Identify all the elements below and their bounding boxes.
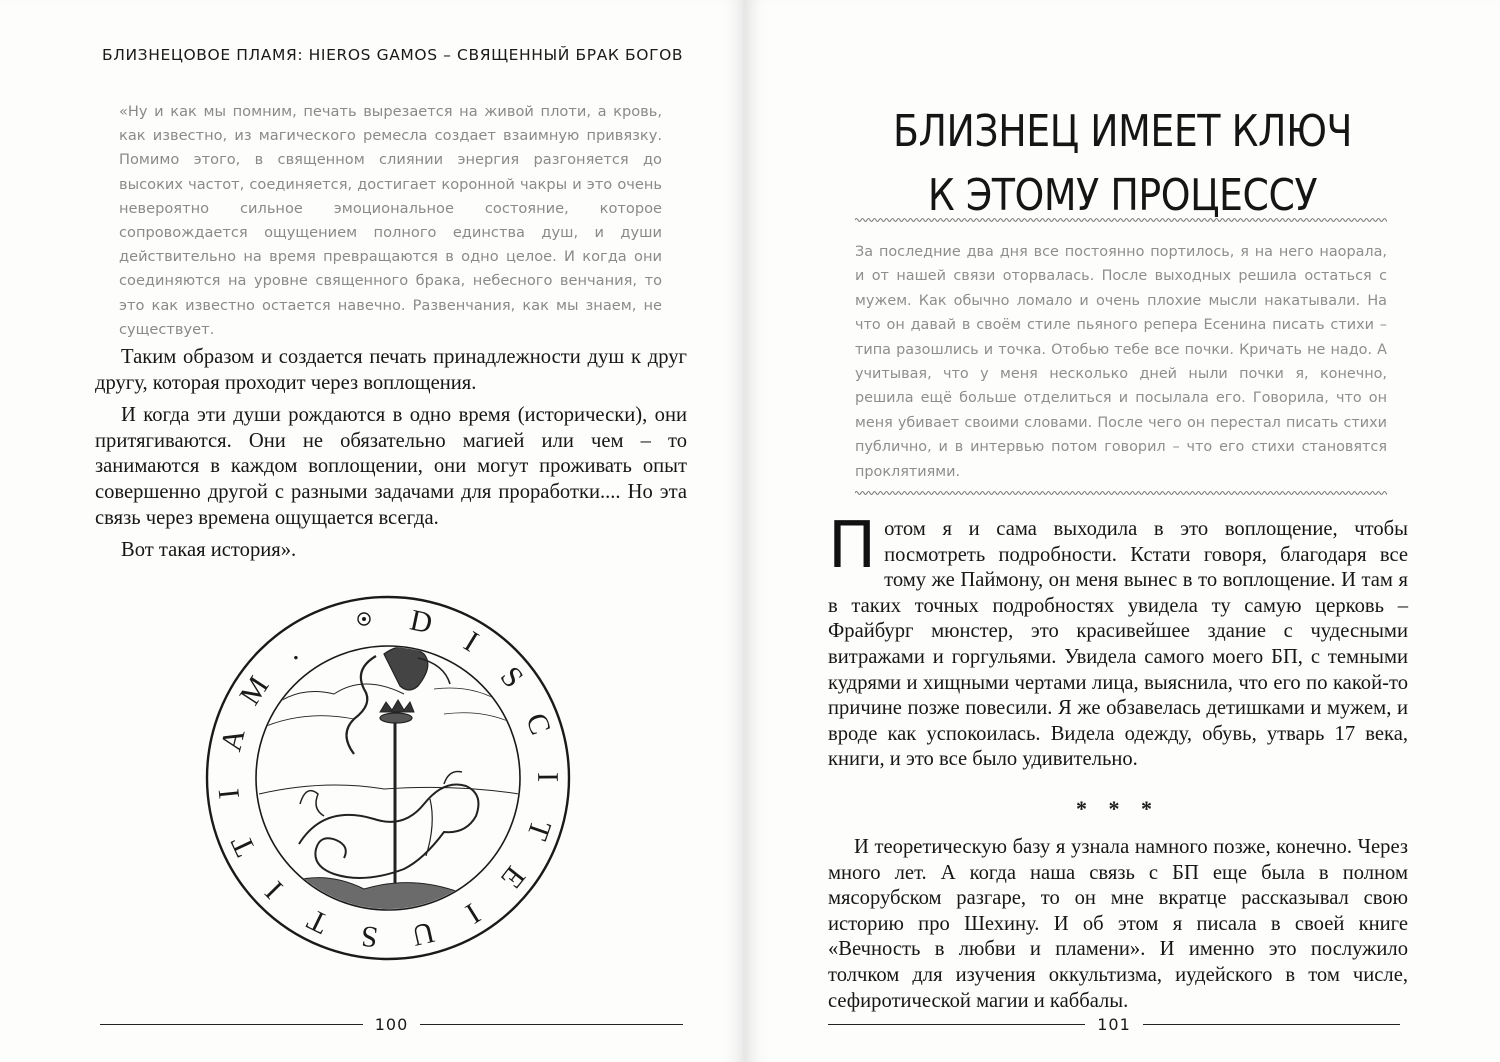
left-quote-block: «Ну и как мы помним, печать вырезается на живой плоти, а кровь, как известно, из магического ремесла создает взаимную привязку. Помимо этого, в священном слиянии энергия разгоняется до высоких частот, соединяется, достигает коронной чакры и это очень невероятно сильное эмоциональное состояние, которое сопровождается ощущением полного единства душ, и души действительно на время превращаются в одно целое. И когда они соединяются на уровне священного брака, небесного венчания, то это как известно остается навечно. Развенчания, как мы знаем, не существует. (119, 103, 662, 338)
left-page (0, 0, 745, 1062)
emblem-letter: T (520, 816, 558, 845)
emblem-letter: I (459, 896, 486, 930)
right-footer-rule-right (1143, 1024, 1400, 1025)
chapter-title (892, 100, 1352, 228)
drop-cap: П (828, 509, 877, 583)
left-footer-rule-left (100, 1024, 363, 1025)
right-paragraph-1-text: отом я и сама выходила в это воплощение, чтобы посмотреть подробности. Кстати говоря, благодаря все тому же Паймону, он меня вынес в то воплощение. И там я в таких точных подробностях увидела ту самую церковь – Фрайбург мюнстер, это красивейшее здание с чудесными витражами и горгульями. Увидела самого моего БП, с темными кудрями и хищными чертами лица, выяснила, что его по какой-то причине позже повесили. Я же обзавелась детишками и мужем, и вроде как успокоилась. Видела одежду, обувь, утварь 17 века, книги, и это все было удивительно. (828, 518, 1408, 771)
right-body-text-2 (828, 835, 1408, 1014)
emblem-letter: I (531, 771, 565, 783)
running-head (94, 46, 686, 64)
right-page-number: 101 (1097, 1015, 1131, 1034)
emblem-letter: . (278, 635, 305, 667)
left-page-number: 100 (374, 1015, 409, 1034)
emblem-letter: T (302, 902, 334, 941)
right-paragraph-2: И теоретическую базу я узнала намного позже, конечно. Через много лет. А когда наша связь с БП еще была в полном мясорубском разгаре, то он мне вкратце рассказывал свою историю про Шехину. И об этом я писала в своей книге «Вечность в любви и пламени». И именно это послужило толчком для изучения оккультизма, иудейского в том числе, сефиротической магии и каббалы. (828, 836, 1408, 1012)
running-head-text: БЛИЗНЕЦОВОЕ ПЛАМЯ: HIEROS GAMOS – СВЯЩЕННЫЙ БРАК БОГОВ (102, 46, 684, 64)
section-asterism: * * * (1076, 796, 1160, 821)
left-footer-rule-right (420, 1024, 683, 1025)
right-paragraph-1 (828, 509, 1408, 773)
emblem-inner-circle (256, 646, 520, 910)
emblem-letter: E (494, 859, 532, 895)
left-footer (100, 1015, 683, 1034)
left-paragraph-3: Вот такая история». (121, 539, 297, 562)
right-footer-rule-left (828, 1024, 1085, 1025)
emblem-letter: I (458, 625, 485, 659)
emblem-letter: I (212, 787, 247, 801)
sun-symbol-icon (358, 613, 370, 625)
emblem-letter: S (359, 919, 380, 954)
chapter-title-line-1: БЛИЗНЕЦ ИМЕЕТ КЛЮЧ (892, 106, 1353, 157)
emblem-letter: M (233, 670, 276, 711)
right-body-text (828, 509, 1408, 773)
right-quote-block: За последние два дня все постоянно портилось, я на него наорала, и от нашей связи оторвалась. После выходных решила остаться с мужем. Как обычно ломало и очень плохие мысли накатывали. На что он давай в своём стиле пьяного репера Есенина писать стихи – типа разошлись и точка. Отобью тебе все почки. Кричать не надо. А учитывая, что у меня несколько дней ныли почки я, конечно, решила ещё больше отделиться и посылала его. Говорила, что он меня убивает своими словами. После чего он перестал писать стихи публично, и в интервью потом говорил – что его стихи становятся проклятиями. (855, 244, 1387, 480)
emblem-letter: A (214, 725, 252, 755)
emblem-scene (259, 647, 524, 955)
alchemical-emblem-illustration (204, 594, 572, 962)
chapter-title-line-2: К ЭТОМУ ПРОЦЕССУ (927, 170, 1318, 221)
emblem-letter: U (408, 915, 438, 953)
emblem-letter: I (258, 874, 290, 905)
wave-divider-bottom (855, 488, 1387, 498)
emblem-letter: D (407, 603, 436, 641)
left-paragraph-1: Таким образом и создается печать принадлежности душ к друг другу, которая проходит через воплощения. (95, 346, 687, 394)
emblem-letter: T (224, 830, 263, 861)
right-footer (828, 1015, 1400, 1034)
emblem-letter: S (493, 660, 530, 695)
left-paragraph-2: И когда эти души рождаются в одно время (исторически), они притягиваются. Они не обязательно магией или чем – то занимаются в каждом воплощении, они могут проживать опыт совершенно другой с разными задачами для проработки.... Но эта связь через времена ощущается всегда. (95, 404, 687, 529)
emblem-letter: C (519, 709, 558, 740)
wave-divider-top (855, 215, 1387, 225)
left-body-text (95, 345, 687, 564)
